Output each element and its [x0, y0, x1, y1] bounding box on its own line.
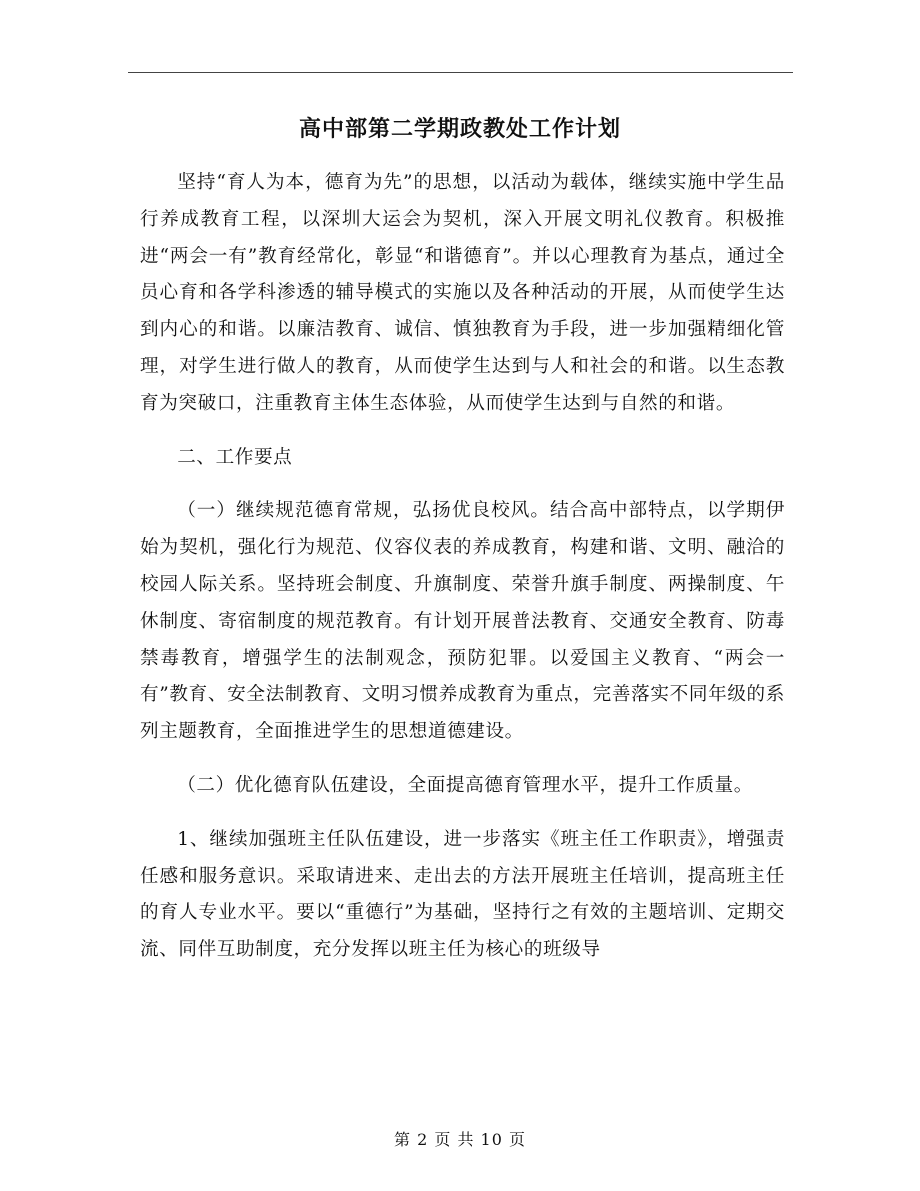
paragraph-point-two: （二）优化德育队伍建设，全面提高德育管理水平，提升工作质量。: [177, 774, 754, 796]
header-rule: [128, 72, 793, 73]
section-heading-work-points: 二、工作要点: [177, 446, 293, 468]
paragraph-item-one: 1、继续加强班主任队伍建设，进一步落实《班主任工作职责》，增强责任感和服务意识。采取请进来、走出去的方法开展班主任培训，提高班主任的育人专业水平。要以“重德行”为基础，坚持行之有效的主题培训、定期交流、同伴互助制度，充分发挥以班主任为核心的班级导: [140, 828, 785, 961]
page-number: 第 2 页 共 10 页: [394, 1130, 526, 1149]
paragraph-intro: 坚持“育人为本，德育为先”的思想，以活动为载体，继续实施中学生品行养成教育工程，以深圳大运会为契机，深入开展文明礼仪教育。积极推进“两会一有”教育经常化，彰显“和谐德育”。并以心理教育为基点，通过全员心育和各学科渗透的辅导模式的实施以及各种活动的开展，从而使学生达到内心的和谐。以廉洁教育、诚信、慎独教育为手段，进一步加强精细化管理，对学生进行做人的教育，从而使学生达到与人和社会的和谐。以生态教育为突破口，注重教育主体生态体验，从而使学生达到与自然的和谐。: [140, 172, 785, 414]
paragraph-point-one: （一）继续规范德育常规，弘扬优良校风。结合高中部特点，以学期伊始为契机，强化行为规范、仪容仪表的养成教育，构建和谐、文明、融洽的校园人际关系。坚持班会制度、升旗制度、荣誉升旗手制度、两操制度、午休制度、寄宿制度的规范教育。有计划开展普法教育、交通安全教育、防毒禁毒教育，增强学生的法制观念，预防犯罪。以爱国主义教育、“两会一有”教育、安全法制教育、文明习惯养成教育为重点，完善落实不同年级的系列主题教育，全面推进学生的思想道德建设。: [140, 500, 785, 743]
document-body: [140, 165, 785, 969]
document-title: 高中部第二学期政教处工作计划: [298, 116, 621, 142]
